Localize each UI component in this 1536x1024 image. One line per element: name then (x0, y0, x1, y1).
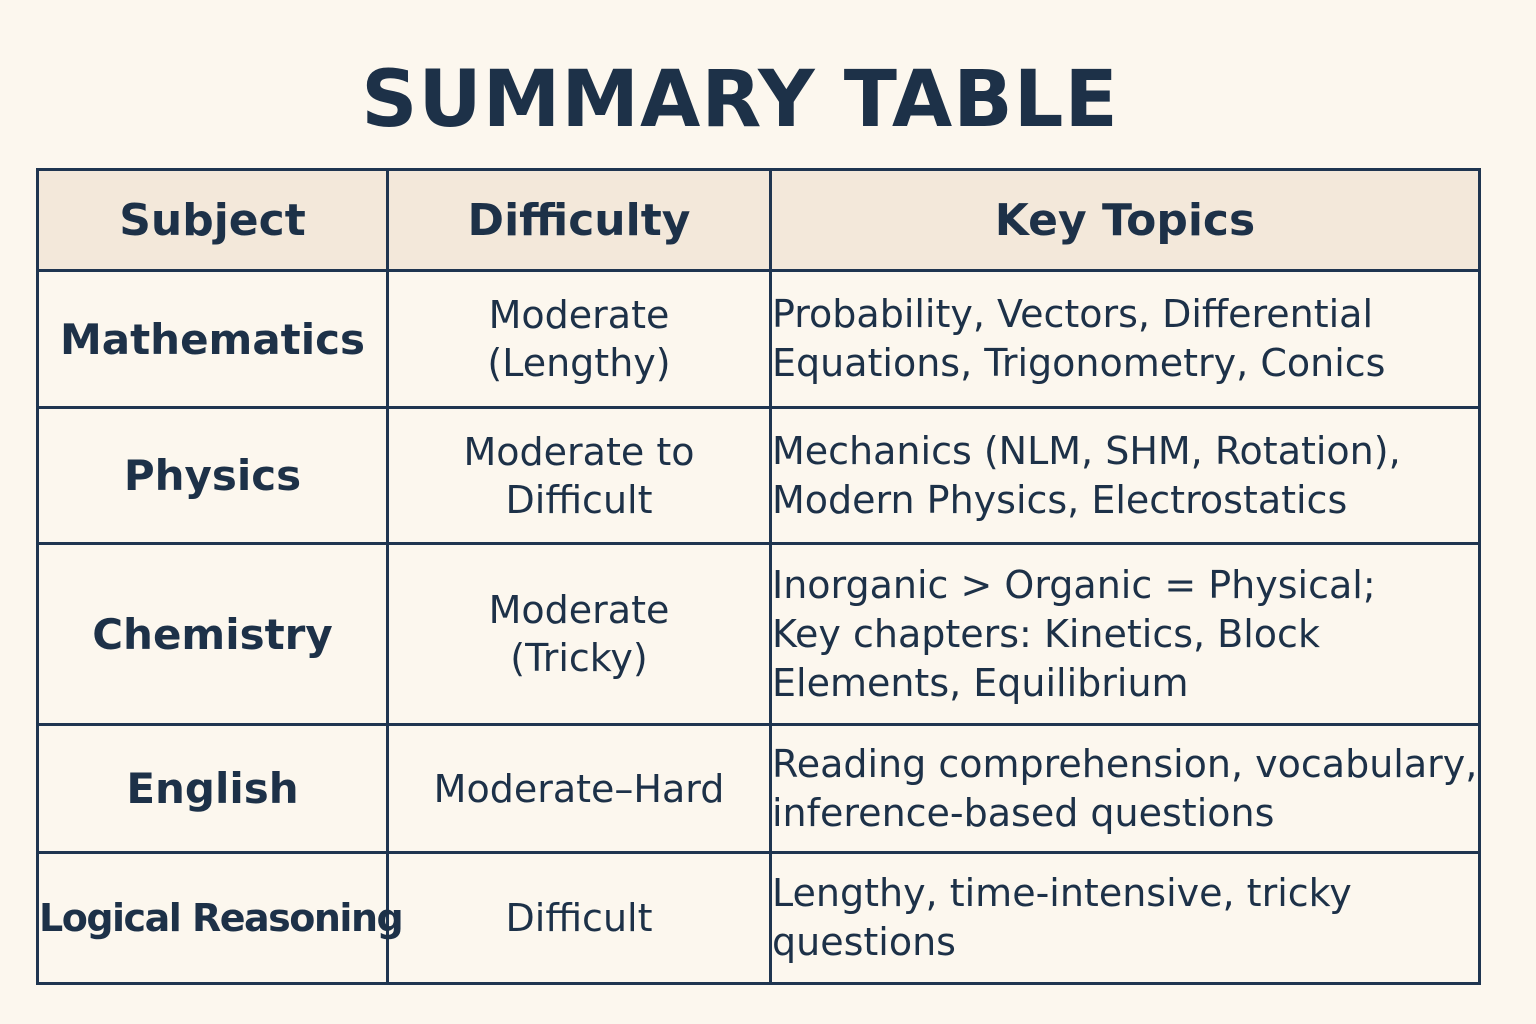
difficulty-cell (388, 408, 771, 544)
difficulty-line: Moderate (488, 293, 670, 337)
table-row-mathematics (38, 271, 1480, 408)
topics-line: Key chapters: Kinetics, Block (772, 611, 1320, 656)
difficulty-line: (Tricky) (510, 636, 648, 680)
topics-line: Lengthy, time-intensive, tricky (772, 871, 1352, 915)
table-header-row (38, 170, 1480, 271)
column-header-difficulty: Difficulty (388, 170, 771, 271)
key-topics-cell (771, 408, 1480, 544)
column-header-key-topics: Key Topics (771, 170, 1480, 271)
difficulty-cell (388, 271, 771, 408)
difficulty-cell (388, 544, 771, 725)
difficulty-line: Difficult (505, 896, 653, 940)
subject-cell: Physics (38, 408, 388, 544)
subject-cell: English (38, 725, 388, 853)
topics-line: questions (772, 920, 956, 964)
subject-cell: Logical Reasoning (38, 853, 388, 984)
difficulty-cell (388, 853, 771, 984)
topics-line: Inorganic > Organic = Physical; (772, 562, 1376, 607)
summary-table (36, 168, 1481, 985)
key-topics-cell (771, 544, 1480, 725)
column-header-subject: Subject (38, 170, 388, 271)
topics-line: Modern Physics, Electrostatics (772, 477, 1348, 522)
table-row-chemistry (38, 544, 1480, 725)
difficulty-line: Moderate (488, 588, 670, 632)
topics-line: inference-based questions (772, 790, 1275, 835)
table-row-physics (38, 408, 1480, 544)
difficulty-line: (Lengthy) (487, 341, 671, 385)
topics-line: Mechanics (NLM, SHM, Rotation), (772, 428, 1401, 473)
difficulty-line: Difficult (505, 477, 653, 522)
topics-line: Elements, Equilibrium (772, 660, 1189, 705)
topics-line: Probability, Vectors, Differential (772, 292, 1374, 336)
difficulty-cell (388, 725, 771, 853)
table-row-english (38, 725, 1480, 853)
key-topics-cell (771, 725, 1480, 853)
topics-line: Reading comprehension, vocabulary, (772, 741, 1478, 786)
topics-line: Equations, Trigonometry, Conics (772, 341, 1386, 385)
page-title: SUMMARY TABLE (361, 55, 1119, 145)
table-row-logical-reasoning (38, 853, 1480, 984)
difficulty-line: Moderate–Hard (433, 766, 725, 811)
difficulty-line: Moderate to (463, 429, 695, 474)
key-topics-cell (771, 271, 1480, 408)
subject-cell: Chemistry (38, 544, 388, 725)
key-topics-cell (771, 853, 1480, 984)
subject-cell: Mathematics (38, 271, 388, 408)
